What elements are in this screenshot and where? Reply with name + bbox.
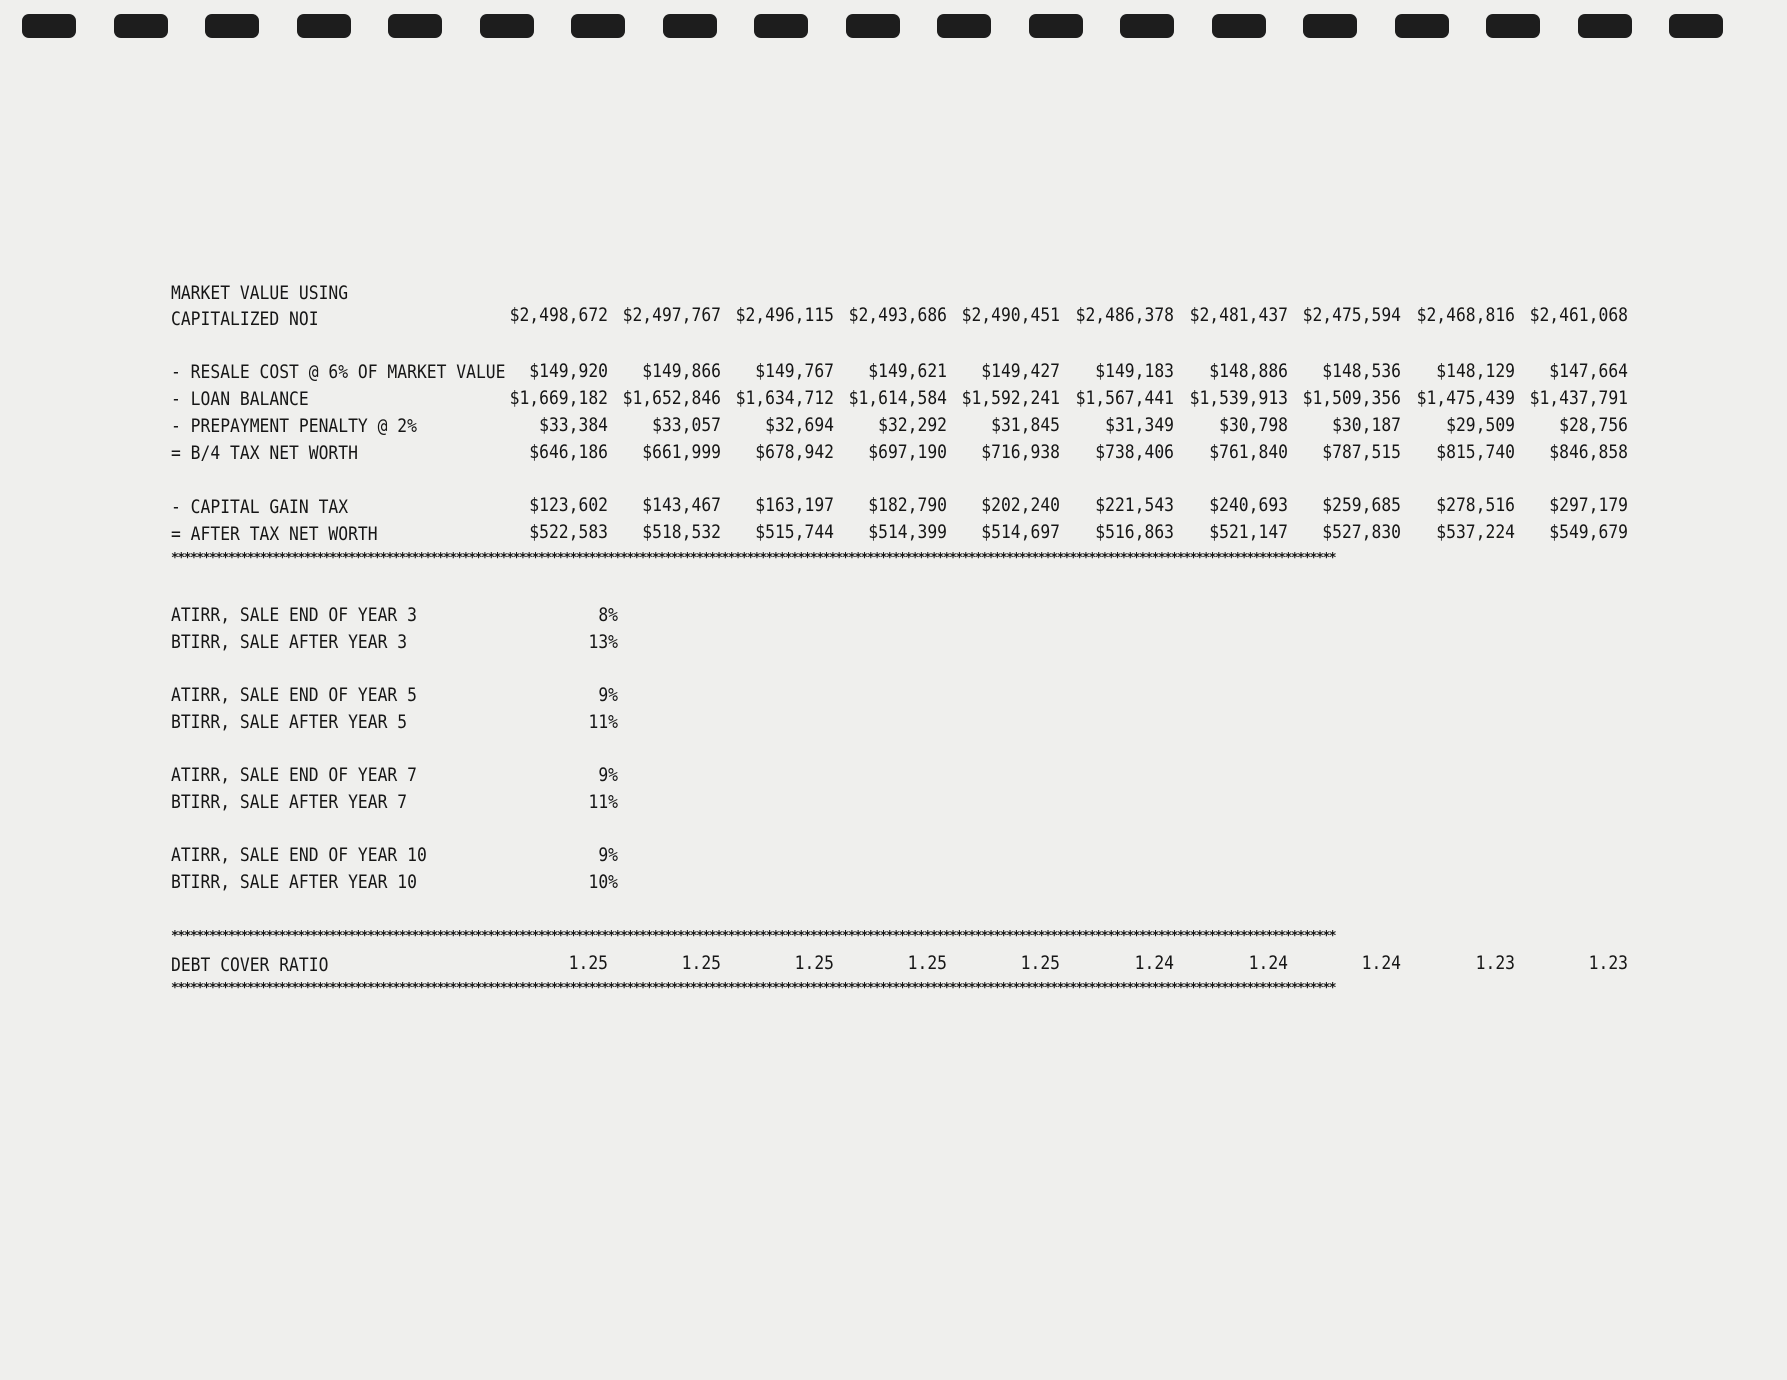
cashflow-cell: $661,999 (642, 441, 721, 463)
cashflow-cell: $221,543 (1095, 494, 1174, 516)
irr-label: ATIRR, SALE END OF YEAR 3 (171, 604, 417, 626)
cashflow-cell: $527,830 (1322, 521, 1401, 543)
prepayment-penalty-label: - PREPAYMENT PENALTY @ 2% (171, 415, 417, 437)
irr-label: ATIRR, SALE END OF YEAR 10 (171, 844, 427, 866)
market-value-label-line2: CAPITALIZED NOI (171, 308, 319, 330)
cashflow-cell: $716,938 (981, 441, 1060, 463)
b4-tax-net-worth-label: = B/4 TAX NET WORTH (171, 442, 358, 464)
cashflow-cell: $537,224 (1436, 521, 1515, 543)
separator-line-1: **************************************************************************************************************************************************************************************** (171, 551, 1336, 566)
market-value-cell: $2,486,378 (1075, 304, 1174, 326)
market-value-cell: $2,481,437 (1189, 304, 1288, 326)
cashflow-cell: $148,886 (1209, 360, 1288, 382)
cashflow-cell: $149,183 (1095, 360, 1174, 382)
cashflow-cell: $738,406 (1095, 441, 1174, 463)
cashflow-cell: $147,664 (1549, 360, 1628, 382)
debt-cover-cell: 1.23 (1475, 952, 1515, 974)
cashflow-cell: $123,602 (529, 494, 608, 516)
cashflow-cell: $516,863 (1095, 521, 1174, 543)
irr-value: 13% (588, 631, 618, 653)
cashflow-cell: $148,536 (1322, 360, 1401, 382)
cashflow-cell: $518,532 (642, 521, 721, 543)
cashflow-cell: $29,509 (1446, 414, 1515, 436)
cashflow-cell: $1,592,241 (961, 387, 1060, 409)
cashflow-cell: $202,240 (981, 494, 1060, 516)
market-value-cell: $2,496,115 (735, 304, 834, 326)
market-value-cell: $2,468,816 (1416, 304, 1515, 326)
cashflow-cell: $514,399 (868, 521, 947, 543)
cashflow-cell: $1,567,441 (1075, 387, 1174, 409)
cashflow-cell: $278,516 (1436, 494, 1515, 516)
debt-cover-cell: 1.25 (794, 952, 834, 974)
debt-cover-cell: 1.23 (1588, 952, 1628, 974)
cashflow-cell: $297,179 (1549, 494, 1628, 516)
debt-cover-cell: 1.24 (1248, 952, 1288, 974)
irr-label: BTIRR, SALE AFTER YEAR 10 (171, 871, 417, 893)
market-value-cell: $2,498,672 (509, 304, 608, 326)
irr-value: 10% (588, 871, 618, 893)
cashflow-cell: $30,187 (1332, 414, 1401, 436)
cashflow-cell: $678,942 (755, 441, 834, 463)
market-value-cell: $2,490,451 (961, 304, 1060, 326)
cashflow-cell: $182,790 (868, 494, 947, 516)
cashflow-cell: $33,057 (652, 414, 721, 436)
debt-cover-cell: 1.25 (568, 952, 608, 974)
cashflow-cell: $31,845 (991, 414, 1060, 436)
market-value-cell: $2,497,767 (622, 304, 721, 326)
loan-balance-label: - LOAN BALANCE (171, 388, 309, 410)
debt-cover-cell: 1.25 (1020, 952, 1060, 974)
market-value-cell: $2,475,594 (1302, 304, 1401, 326)
debt-cover-ratio-label: DEBT COVER RATIO (171, 954, 329, 976)
irr-label: ATIRR, SALE END OF YEAR 7 (171, 764, 417, 786)
debt-cover-cell: 1.24 (1361, 952, 1401, 974)
cashflow-cell: $240,693 (1209, 494, 1288, 516)
cashflow-cell: $31,349 (1105, 414, 1174, 436)
debt-cover-cell: 1.25 (681, 952, 721, 974)
cashflow-cell: $149,866 (642, 360, 721, 382)
separator-line-3: **************************************************************************************************************************************************************************************** (171, 981, 1336, 996)
irr-value: 11% (588, 711, 618, 733)
market-value-cell: $2,461,068 (1529, 304, 1628, 326)
cashflow-cell: $646,186 (529, 441, 608, 463)
separator-line-2: **************************************************************************************************************************************************************************************** (171, 929, 1336, 944)
cashflow-cell: $143,467 (642, 494, 721, 516)
cashflow-cell: $522,583 (529, 521, 608, 543)
cashflow-cell: $1,634,712 (735, 387, 834, 409)
cashflow-cell: $163,197 (755, 494, 834, 516)
cashflow-cell: $1,652,846 (622, 387, 721, 409)
irr-label: BTIRR, SALE AFTER YEAR 5 (171, 711, 408, 733)
cashflow-cell: $1,475,439 (1416, 387, 1515, 409)
cashflow-cell: $761,840 (1209, 441, 1288, 463)
cashflow-cell: $787,515 (1322, 441, 1401, 463)
cashflow-cell: $148,129 (1436, 360, 1515, 382)
cashflow-cell: $149,920 (529, 360, 608, 382)
irr-label: ATIRR, SALE END OF YEAR 5 (171, 684, 417, 706)
cashflow-cell: $1,539,913 (1189, 387, 1288, 409)
cashflow-cell: $549,679 (1549, 521, 1628, 543)
cashflow-cell: $514,697 (981, 521, 1060, 543)
resale-cost-label: - RESALE COST @ 6% OF MARKET VALUE (171, 361, 506, 383)
cashflow-cell: $28,756 (1559, 414, 1628, 436)
market-value-label-line1: MARKET VALUE USING (171, 282, 349, 304)
cashflow-cell: $1,509,356 (1302, 387, 1401, 409)
irr-value: 11% (588, 791, 618, 813)
cashflow-cell: $1,614,584 (848, 387, 947, 409)
cashflow-cell: $149,621 (868, 360, 947, 382)
irr-label: BTIRR, SALE AFTER YEAR 3 (171, 631, 408, 653)
irr-value: 9% (598, 844, 618, 866)
cashflow-cell: $846,858 (1549, 441, 1628, 463)
cashflow-cell: $33,384 (539, 414, 608, 436)
market-value-cell: $2,493,686 (848, 304, 947, 326)
cashflow-cell: $32,292 (878, 414, 947, 436)
irr-value: 9% (598, 684, 618, 706)
cashflow-cell: $521,147 (1209, 521, 1288, 543)
irr-label: BTIRR, SALE AFTER YEAR 7 (171, 791, 408, 813)
cashflow-cell: $1,437,791 (1529, 387, 1628, 409)
cashflow-cell: $149,767 (755, 360, 834, 382)
debt-cover-cell: 1.24 (1134, 952, 1174, 974)
cashflow-cell: $259,685 (1322, 494, 1401, 516)
debt-cover-cell: 1.25 (907, 952, 947, 974)
cashflow-cell: $32,694 (765, 414, 834, 436)
after-tax-net-worth-label: = AFTER TAX NET WORTH (171, 523, 378, 545)
irr-value: 9% (598, 764, 618, 786)
cashflow-cell: $697,190 (868, 441, 947, 463)
capital-gain-tax-label: - CAPITAL GAIN TAX (171, 496, 349, 518)
cashflow-cell: $30,798 (1219, 414, 1288, 436)
cashflow-cell: $815,740 (1436, 441, 1515, 463)
cashflow-cell: $515,744 (755, 521, 834, 543)
cashflow-cell: $1,669,182 (509, 387, 608, 409)
cashflow-cell: $149,427 (981, 360, 1060, 382)
irr-value: 8% (598, 604, 618, 626)
